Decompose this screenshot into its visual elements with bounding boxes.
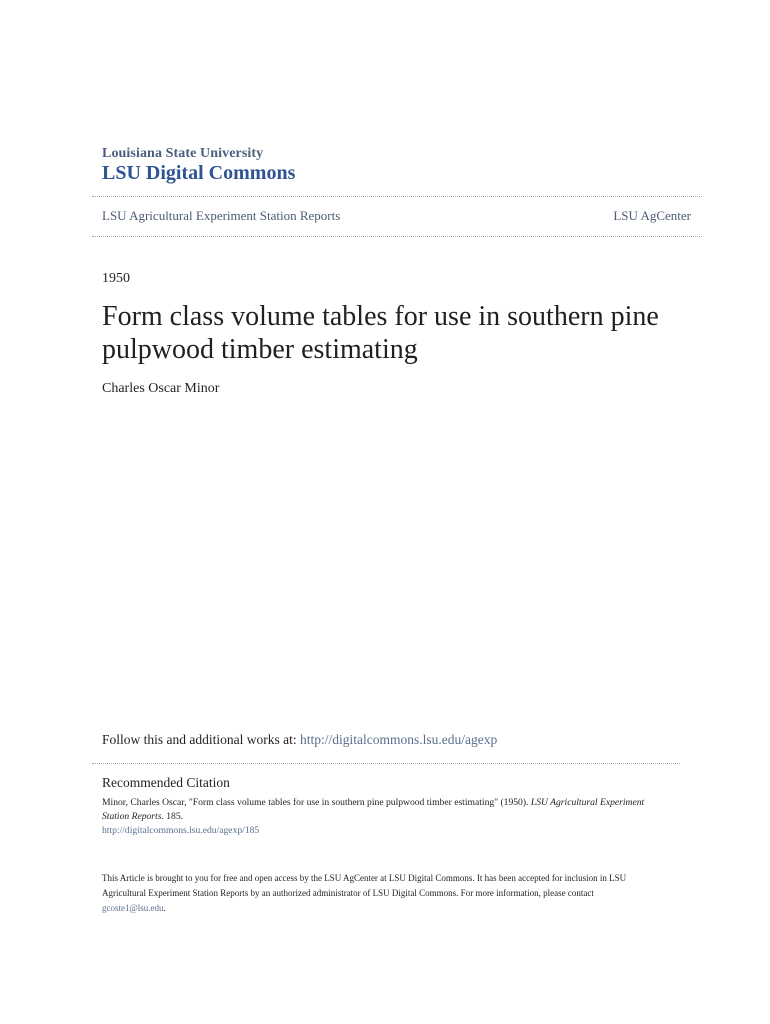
notice-end: . [163, 903, 166, 913]
contact-email-link[interactable]: gcoste1@lsu.edu [102, 903, 164, 913]
citation-block [102, 796, 662, 838]
access-notice [102, 871, 662, 916]
notice-text: This Article is brought to you for free and open access by the LSU AgCenter at LSU Digital Commons. It has been accepted for inclusion in LSU Agricultural Experiment Station Reports by an authorized administrator of LSU Digital Commons. For more information, please contact [102, 873, 627, 898]
repository-link[interactable]: LSU Digital Commons [102, 162, 296, 184]
publication-year: 1950 [102, 271, 130, 286]
citation-number: . 185. [161, 811, 184, 822]
institution-name: Louisiana State University [102, 146, 264, 161]
department-link[interactable]: LSU AgCenter [613, 208, 691, 223]
follow-link[interactable]: http://digitalcommons.lsu.edu/agexp [300, 732, 498, 747]
series-link[interactable]: LSU Agricultural Experiment Station Reports [102, 208, 341, 223]
citation-series: LSU Agricultural Experiment Station Reports [102, 797, 645, 822]
citation-divider [92, 763, 680, 764]
article-author: Charles Oscar Minor [102, 381, 220, 396]
header-divider-top [92, 196, 702, 197]
follow-line [102, 732, 497, 748]
citation-heading: Recommended Citation [102, 775, 230, 790]
follow-label: Follow this and additional works at: [102, 732, 300, 747]
citation-link[interactable]: http://digitalcommons.lsu.edu/agexp/185 [102, 825, 260, 836]
header-divider-bottom [92, 236, 702, 237]
citation-text: Minor, Charles Oscar, "Form class volume tables for use in southern pine pulpwood timber estimating" (1950). [102, 797, 531, 808]
article-title: Form class volume tables for use in southern pine pulpwood timber estimating [102, 301, 659, 365]
